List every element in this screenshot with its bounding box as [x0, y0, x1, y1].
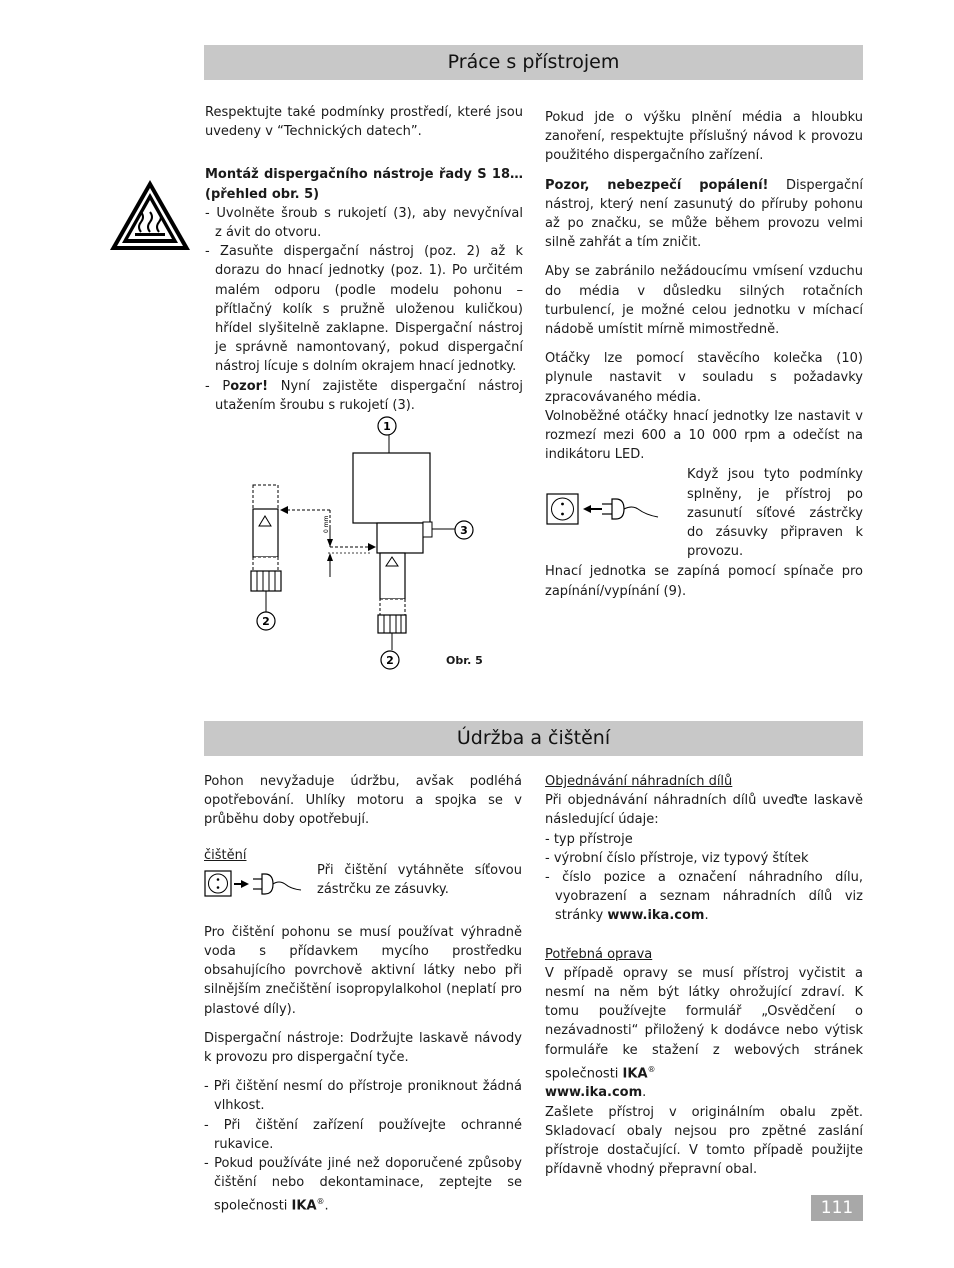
- eccentric-paragraph: Aby se zabránilo nežádoucímu vmísení vzduchu do média v důsledku silných rotačních turbulencí, je možné celou jednotku v míchací nádobě umístit mírně mimostředně.: [545, 264, 863, 338]
- figure-5-caption: Obr. 5: [446, 654, 483, 667]
- operation-left-column: [205, 103, 523, 415]
- figure-5-diagram: [240, 415, 500, 675]
- power-switch-paragraph: Hnací jednotka se zapíná pomocí spínače pro zapínání/vypínání (9).: [545, 564, 863, 599]
- figure-label-3: 3: [460, 524, 468, 537]
- unplug-icon: [204, 870, 304, 900]
- registered-mark-repair: ®: [647, 1064, 656, 1074]
- figure-mm-label: 0 mm: [323, 515, 330, 533]
- cleaning-note-3: [204, 1154, 522, 1216]
- mounting-step-1: - Uvolněte šroub s rukojetí (3), aby nevyčníval z ávit do otvoru.: [205, 205, 523, 241]
- maintenance-intro: Pohon nevyžaduje údržbu, avšak podléhá opotřebování. Uhlíky motoru a spojka se v průběhu doby opotřebují.: [204, 774, 522, 828]
- environment-paragraph: Respektujte také podmínky prostředí, které jsou uvedeny v “Technických datech”.: [205, 105, 523, 140]
- cleaning-heading: čištění: [204, 847, 247, 863]
- repair-paragraph: [545, 964, 863, 1103]
- spare-parts-item-2: - výrobní číslo přístroje, viz typový štítek: [545, 850, 809, 866]
- ika-brand-repair: IKA: [622, 1066, 648, 1082]
- burn-warning-text: Dispergační nástroj, který není zasunutý do příruby pohonu až po značku, se může během provozu velmi silně zahřát a tím zničit.: [545, 177, 863, 251]
- repair-text-end: .: [642, 1085, 647, 1101]
- unplug-text: Při čištění vytáhněte síťovou zástrčku ze zásuvky.: [317, 862, 522, 898]
- spare-parts-heading: Objednávání náhradních dílů: [545, 774, 733, 789]
- mounting-heading: Montáž dispergačního nástroje řady S 18… (přehled obr. 5): [205, 167, 523, 202]
- repair-text: V případě opravy se musí přístroj vyčistit a nesmí na něm být látky ohrožující zdraví. K tomu používejte formulář „Osvědčení o nezávadnosti“ přiložený k dodávce nebo výtisk formuláře ke stažení z webových stránek společnosti: [545, 965, 863, 1082]
- cleaning-agents-paragraph: Pro čištění pohonu se musí používat výhradně voda s přídavkem mycího prostředku obsahujícího povrchově aktivní látky nebo při silnějším znečištění isopropylalkohol (neplatí pro plastové díly).: [204, 924, 522, 1017]
- speed-paragraph: Otáčky lze pomocí stavěcího kolečka (10) plynule nastavit v souladu s požadavky zpracovávaného média.: [545, 351, 863, 405]
- mounting-step-3-prefix: - P: [205, 378, 231, 394]
- ika-website-link[interactable]: www.ika.com: [607, 908, 705, 924]
- mounting-step-3-text: Nyní zajistěte dispergační nástroj utažením šroubu s rukojetí (3).: [215, 378, 523, 413]
- mounting-step-3: [205, 377, 523, 415]
- operation-right-column: [545, 108, 863, 601]
- ika-website-link-repair[interactable]: www.ika.com: [545, 1085, 643, 1101]
- drive-unit: [353, 453, 430, 523]
- spare-parts-item-1: - typ přístroje: [545, 831, 633, 847]
- cleaning-note-3-text: - Pokud používáte jiné než doporučené způsoby čištění nebo dekontaminace, zeptejte se společnosti: [204, 1156, 522, 1214]
- repair-heading: Potřebná oprava: [545, 946, 653, 962]
- spare-parts-item-3: [545, 868, 863, 926]
- spare-parts-item-3-text: - číslo pozice a označení náhradního dílu, vyobrazení a seznam náhradních dílů viz stránky: [545, 870, 863, 924]
- section-title-operation: Práce s přístrojem: [204, 45, 863, 80]
- figure-label-1: 1: [383, 420, 391, 433]
- cleaning-note-3-end: .: [324, 1198, 329, 1214]
- cleaning-note-1: - Při čištění nesmí do přístroje proniknout žádná vlhkost.: [204, 1079, 522, 1114]
- dispersing-tools-paragraph: Dispergační nástroje: Dodržujte laskavě návody k provozu pro dispergační tyče.: [204, 1030, 522, 1066]
- filling-paragraph: Pokud jde o výšku plnění média a hloubku zanoření, respektujte příslušný návod k provozu použitého dispergačního zařízení.: [545, 110, 863, 164]
- plug-in-text: Když jsou tyto podmínky splněny, je přístroj po zasunutí síťové zástrčky do zásuvky připraven k provozu.: [687, 467, 863, 560]
- maintenance-left-column: [204, 772, 522, 1216]
- cleaning-note-2: - Při čištění zařízení používejte ochranné rukavice.: [204, 1117, 522, 1152]
- burn-warning-paragraph: [545, 176, 863, 253]
- burn-warning-label: Pozor, nebezpečí popálení!: [545, 177, 769, 193]
- plug-in-icon: [546, 493, 668, 527]
- maintenance-right-column: [545, 772, 863, 1179]
- page-number: 111: [811, 1195, 863, 1221]
- spare-parts-item-3-end: .: [704, 908, 709, 924]
- hot-surface-warning-icon: [108, 178, 192, 252]
- figure-label-2b: 2: [386, 654, 394, 667]
- mounting-step-2: - Zasuňte dispergační nástroj (poz. 2) až k dorazu do hnací jednotky (poz. 1). Po určitém malém odporu (podle modelu pohonu – přítlačný kolík s pružně uloženou kuličkou) hřídel slyšitelně zaklapne. Dispergační nástroj je správně namontovaný, pokud dispergační nástroj lícuje s dolním okrajem hnací jednotky.: [205, 244, 523, 375]
- ika-brand: IKA: [291, 1198, 317, 1214]
- figure-label-2a: 2: [262, 615, 270, 628]
- spare-parts-paragraph: Při objednávání náhradních dílů uveďte laskavě následující údaje:: [545, 793, 863, 828]
- mounting-step-3-warning: ozor!: [230, 378, 269, 394]
- registered-mark: ®: [316, 1197, 325, 1207]
- section-title-maintenance: Údržba a čištění: [204, 721, 863, 756]
- idle-speed-paragraph: Volnoběžné otáčky hnací jednotky lze nastavit v rozmezí mezi 600 a 10 000 rpm a odečíst na indikátoru LED.: [545, 408, 863, 463]
- return-packaging-paragraph: Zašlete přístroj v originálním obalu zpět. Skladovací obaly nejsou pro zpětné zaslání přístroje dostačující. V tomto případě použijte přídavně vhodný přepravní obal.: [545, 1104, 863, 1178]
